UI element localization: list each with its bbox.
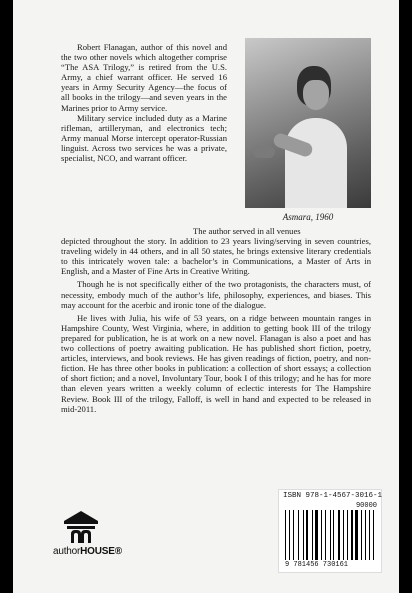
book-back-cover bbox=[13, 0, 399, 593]
barcode-bar bbox=[303, 510, 304, 560]
barcode-bar bbox=[327, 510, 329, 560]
barcode-bar bbox=[319, 510, 320, 560]
barcode-bar bbox=[293, 510, 294, 560]
barcode-bar bbox=[338, 510, 340, 560]
barcode-bars bbox=[285, 510, 375, 560]
barcode-bar bbox=[309, 510, 311, 560]
bio-paragraph-1: Robert Flanagan, author of this novel and the two other novels which altogether comprise “The ASA Trilogy,” is retired from the U.S. Army, a chief warrant officer. He served 16 years in Army Security Agency—the focus of all books in the trilogy—and seven years in the Marines prior to Army service. bbox=[61, 42, 227, 113]
barcode-bar bbox=[349, 510, 350, 560]
price-code: 90000 bbox=[355, 502, 377, 510]
barcode-bar bbox=[285, 510, 286, 560]
barcode-bar bbox=[298, 510, 299, 560]
publisher-name bbox=[53, 546, 122, 557]
barcode-bar bbox=[300, 510, 302, 560]
barcode-bar bbox=[361, 510, 362, 560]
barcode-bar bbox=[314, 510, 315, 560]
barcode-bar bbox=[345, 510, 347, 560]
barcode-bar bbox=[305, 510, 306, 560]
barcode-bar bbox=[306, 510, 308, 560]
barcode-bar bbox=[347, 510, 348, 560]
barcode-bar bbox=[335, 510, 337, 560]
barcode-bar bbox=[365, 510, 366, 560]
barcode-bar bbox=[321, 510, 322, 560]
barcode-bar bbox=[351, 510, 353, 560]
bio-paragraph-5: He lives with Julia, his wife of 53 years, on a ridge between mountain ranges in Hampshire County, West Virginia, where, in addition to getting book III of the trilogy prepared for publication, he is at work on a new novel. Flanagan is also a poet and has two collections of poetry awaiting publication. He has published short fiction, poetry, articles, interviews, and book reviews. He has given readings of fiction, poetry, and non-fiction. He has three other books in publication: a collection of short essays; a collection of short fiction; and a novel, Involuntary Tour, book I of this trilogy; and he has for more than eleven years written a weekly column of eclectic interests for The Hampshire Review. Book III of the trilogy, Falloff, is well in hand and expected to be released in mid-2011. bbox=[61, 312, 371, 414]
barcode-bar bbox=[289, 510, 291, 560]
photo-face bbox=[303, 80, 329, 110]
barcode-bar bbox=[355, 510, 357, 560]
author-bio-top bbox=[61, 42, 227, 163]
bio-paragraph-3-start: The author served in all venues bbox=[193, 226, 301, 236]
barcode-bar bbox=[367, 510, 368, 560]
barcode-bar bbox=[371, 510, 372, 560]
publisher-name-prefix: author bbox=[53, 546, 81, 557]
barcode-bar bbox=[359, 510, 360, 560]
bio-paragraph-2: Military service included duty as a Marine rifleman, artilleryman, and electronics tech; Army manual Morse intercept operator-Russian linguist. Across two services he was a private, specialist, NCO, and warrant officer. bbox=[61, 112, 227, 164]
isbn-label: ISBN 978-1-4567-3016-1 bbox=[283, 492, 383, 500]
barcode-bar bbox=[287, 510, 288, 560]
barcode-bar bbox=[312, 510, 313, 560]
authorhouse-logo-icon bbox=[63, 510, 99, 544]
barcode-bar bbox=[331, 510, 332, 560]
barcode-bar bbox=[362, 510, 364, 560]
barcode-bar bbox=[341, 510, 342, 560]
bio-paragraph-3-rest: depicted throughout the story. In addition to 23 years living/serving in seven countries, traveling widely in 44 others, and in all 50 states, he brings extensive literary credentials to this intricately woven tale: a bachelor’s in Communications, a Master of Arts in English, and a Master of Fine Arts in Creative Writing. bbox=[61, 236, 371, 277]
author-photo bbox=[245, 38, 371, 208]
photo-hand bbox=[253, 146, 275, 158]
barcode-bar bbox=[333, 510, 334, 560]
author-bio-bottom bbox=[61, 226, 371, 417]
ean-digits: 9 781456 730161 bbox=[285, 561, 349, 569]
barcode-bar bbox=[354, 510, 355, 560]
barcode-bar bbox=[373, 510, 374, 560]
barcode-bar bbox=[369, 510, 371, 560]
bio-paragraph-4: Though he is not specifically either of the two protagonists, the characters must, of necessity, embody much of the author’s life, philosophy, experiences, and biases. This may account for the acerbic and ironic tone of the dialogue. bbox=[61, 279, 371, 310]
isbn-barcode bbox=[278, 489, 382, 573]
barcode-bar bbox=[343, 510, 344, 560]
publisher-logo bbox=[53, 510, 122, 557]
photo-shirt bbox=[285, 118, 347, 208]
barcode-bar bbox=[322, 510, 324, 560]
barcode-bar bbox=[315, 510, 317, 560]
publisher-name-suffix: HOUSE® bbox=[80, 546, 122, 557]
barcode-bar bbox=[330, 510, 331, 560]
barcode-bar bbox=[295, 510, 297, 560]
photo-caption: Asmara, 1960 bbox=[282, 212, 334, 222]
barcode-bar bbox=[325, 510, 326, 560]
barcode-bar bbox=[291, 510, 292, 560]
